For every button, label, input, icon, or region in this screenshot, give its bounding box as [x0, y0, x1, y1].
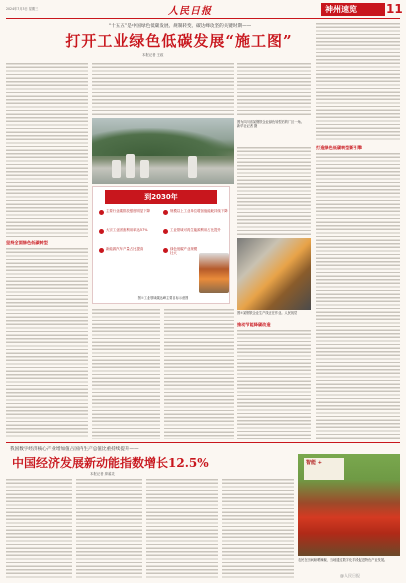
watermark: @人民日报: [340, 573, 360, 578]
issue-date: 2024年7月3日 星期三: [6, 7, 39, 11]
page-number: 11: [386, 2, 403, 16]
steel-photo: [237, 238, 311, 310]
infographic-item: 大宗工业固废利用率达57%: [106, 228, 148, 232]
targets-infographic: [92, 186, 230, 304]
lead-column-1-bottom: [6, 247, 88, 439]
worker-photo: [199, 253, 229, 293]
infographic-caption: 图①工业领域碳达峰主要目标示意图: [137, 296, 189, 300]
second-column-1: [6, 478, 72, 578]
lead-subhead-3: 打造绿色低碳转型新引擎: [316, 145, 363, 150]
second-column-4: [222, 478, 294, 578]
infographic-item: 新能源汽车产量占比提高: [106, 247, 144, 251]
lead-column-2-top: [92, 62, 234, 116]
lead-column-3-bottom: [164, 308, 234, 439]
second-headline: 中国经济发展新动能指数增长12.5%: [12, 456, 209, 470]
lead-headline: 打开工业绿色低碳发展“施工图”: [65, 32, 293, 50]
lead-column-4-mid: [237, 146, 311, 236]
infographic-item: 工业领域可再生能源利用占比提升: [170, 228, 221, 232]
infographic-item: 规模以上工业单位增加值能耗持续下降: [170, 209, 228, 213]
chili-photo: [298, 454, 400, 556]
lead-kicker: “十五五”是中国绿色低碳发展、规制转变、碳达峰攻坚的关键时期——: [108, 24, 252, 29]
header-rule: [6, 18, 400, 19]
second-column-2: [76, 478, 142, 578]
section-banner: 神州速览: [321, 3, 385, 16]
steel-photo-caption: 图②某钢铁企业生产线正在作业。人民视觉: [237, 311, 298, 315]
bullet-icon: [163, 229, 168, 234]
chili-photo-caption: 农民在田间晾晒辣椒，当地通过数字化手段促进特色产业发展。: [298, 558, 388, 562]
photo-tag: 智能 +: [304, 458, 344, 480]
factory-photo: [92, 118, 234, 184]
lead-column-5-top: [316, 22, 400, 142]
lead-column-4-bottom: [237, 329, 311, 439]
lead-column-5-bottom: [316, 152, 400, 439]
lead-column-2-bottom: [92, 308, 160, 439]
lead-subhead-2: 推动节能降碳改造: [237, 322, 271, 327]
infographic-item: 绿色低碳产业规模壮大: [170, 247, 198, 256]
lead-subhead-1: 坚持全面绿色低碳转型: [6, 240, 48, 245]
infographic-item: 主要行业碳排放强度明显下降: [106, 209, 151, 213]
second-column-3: [146, 478, 218, 578]
article-divider: [6, 442, 400, 443]
bullet-icon: [99, 248, 104, 253]
bullet-icon: [99, 229, 104, 234]
infographic-title: 到2030年: [105, 190, 217, 204]
second-kicker: 我国数字经济核心产业增加值占国内生产总值比重持续提升——: [10, 447, 139, 452]
bullet-icon: [99, 210, 104, 215]
factory-photo-caption: 图为四川省某钢铁企业绿色转型后的厂区一角。新华社记者 摄: [237, 120, 304, 129]
bullet-icon: [163, 248, 168, 253]
lead-byline: 本报记者 王政: [142, 53, 164, 57]
second-byline: 本报记者 廖睿灵: [90, 472, 115, 476]
lead-column-1-top: [6, 62, 88, 238]
bullet-icon: [163, 210, 168, 215]
masthead-logo: 人民日报: [168, 6, 212, 17]
lead-column-4-top: [237, 62, 311, 116]
